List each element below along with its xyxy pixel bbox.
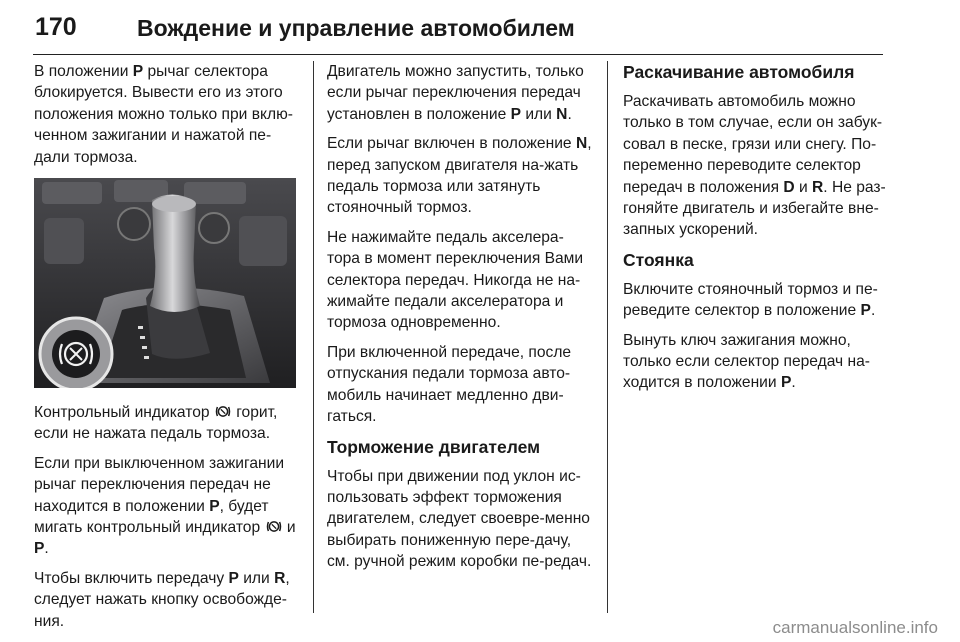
gear-selector-photo xyxy=(34,178,296,388)
paragraph-rocking: Раскачивать автомобиль можно только в том случае, если он забук-совал в песке, грязи или снегу. По-переменно переводите селектор передач в положения D и R. Не раз-гоняйте двигатель и избегайте вне-запных ускорений. xyxy=(623,93,886,239)
paragraph-indicator-blink: Если при выключенном зажигании рычаг переключения передач не находится в положении P, будет мигать контрольный индикатор и P. xyxy=(34,454,296,558)
paragraph-creep: При включенной передаче, после отпускания педали тормоза авто-мобиль начинает медленно дви-гаться. xyxy=(327,343,572,426)
column-divider xyxy=(607,61,608,613)
heading-parking: Стоянка xyxy=(623,249,694,270)
brake-pedal-indicator-icon xyxy=(266,519,282,534)
paragraph-accelerator-warning: Не нажимайте педаль акселера-тора в момент переключения Вами селектора передач. Никогда не на-жимайте педали акселератора и тормоза одновременно. xyxy=(327,228,584,332)
watermark: carmanualsonline.info xyxy=(772,618,938,637)
paragraph-indicator-on: Контрольный индикатор горит, если не нажата педаль тормоза. xyxy=(34,404,278,443)
column-divider xyxy=(313,61,314,613)
brake-pedal-indicator-icon xyxy=(215,404,231,419)
heading-rocking: Раскачивание автомобиля xyxy=(623,62,855,82)
paragraph-key-removal: Вынуть ключ зажигания можно, только если селектор передач на-ходится в положении P. xyxy=(623,331,870,392)
column-2 xyxy=(327,61,593,581)
column-3 xyxy=(623,61,889,402)
paragraph-release-button: Чтобы включить передачу P или R, следует нажать кнопку освобожде-ния. xyxy=(34,569,290,630)
page-header xyxy=(33,8,883,55)
paragraph-p-lock: В положении P рычаг селектора блокируется. Вывести его из этого положения можно только при вклю-ченном зажигании и нажатой пе-дали тормоза. xyxy=(34,63,293,166)
paragraph-neutral-start: Если рычаг включен в положение N, перед запуском двигателя на-жать педаль тормоза или затянуть стояночный тормоз. xyxy=(327,135,592,217)
paragraph-engine-braking: Чтобы при движении под уклон ис-пользовать эффект торможения двигателем, следует своевре-менно выбирать пониженную пере-дачу, см. ручной режим коробки пе-редач. xyxy=(327,467,592,571)
chapter-title: Вождение и управление автомобилем xyxy=(137,15,575,41)
heading-engine-braking: Торможение двигателем xyxy=(327,436,541,457)
column-1 xyxy=(34,61,300,640)
paragraph-engine-start: Двигатель можно запустить, только если рычаг переключения передач установлен в положение P или N. xyxy=(327,63,584,123)
paragraph-parking: Включите стояночный тормоз и пе-реведите селектор в положение P. xyxy=(623,280,878,320)
page-number: 170 xyxy=(35,13,77,41)
gear-selector-illustration xyxy=(34,178,296,388)
